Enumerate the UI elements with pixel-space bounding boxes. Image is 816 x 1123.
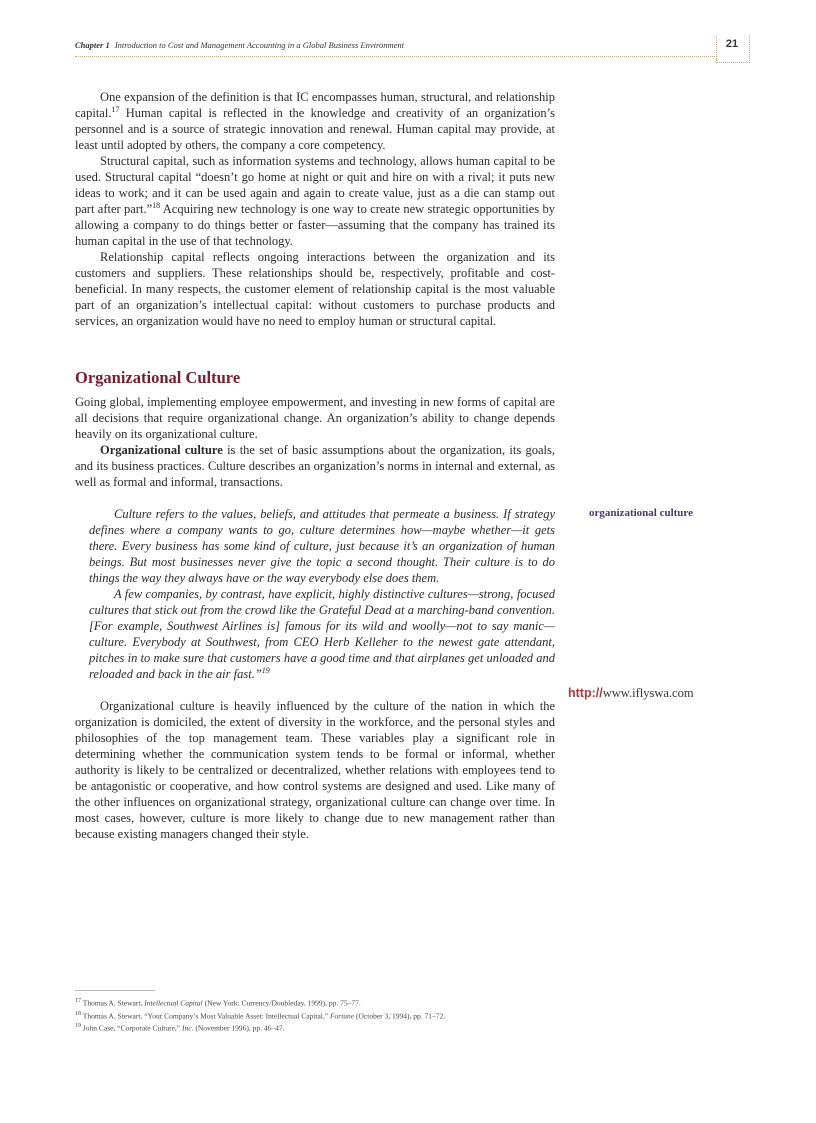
section-intro: Going global, implementing employee empowerment, and investing in new forms of capital are all decisions that require organizational change. An organization’s ability to change depends heavily on its organizational culture. bbox=[75, 395, 555, 441]
page-number: 21 bbox=[725, 38, 739, 50]
url-protocol: http:// bbox=[568, 686, 603, 700]
closing-paragraph: Organizational culture is heavily influenced by the culture of the nation in which the organization is domiciled, the extent of diversity in the workforce, and the personal styles and philosophies of the top management team. These variables play a significant role in determining whether the communication system tends to be formal or informal, whether authority is likely to be centralized or decentralized, whether relations with employees tend to be antagonistic or cooperative, and how control systems are designed and used. Like many of the other influences on organizational strategy, organizational culture can change over time. In most cases, however, culture is more likely to change due to new management rather than because existing managers changed their style. bbox=[75, 699, 555, 841]
footnote: $^{18}$ Thomas A. Stewart, “Your Company’s Most Valuable Asset: Intellectual Capital,” Fortune (October 3, 1994), pp. 71–72. bbox=[75, 1010, 446, 1020]
quote-paragraph: Culture refers to the values, beliefs, and attitudes that permeate a business. If strategy defines where a company wants to go, culture determines how—maybe whether—it gets there. Every business has some kind of culture, just because it’s an organization of human beings. But most businesses never give the topic a second thought. Their culture is to do things the way they always have or the way everybody else does them. bbox=[89, 507, 555, 585]
footnotes bbox=[75, 996, 675, 1034]
paragraph: Relationship capital reflects ongoing interactions between the organization and its customers and suppliers. These relationships should be, respectively, profitable and cost-beneficial. In many respects, the customer element of relationship capital is the most valuable part of an organization’s intellectual capital: without customers to purchase products and services, an organization would have no need to employ human or structural capital. bbox=[75, 250, 555, 328]
url-text: www.iflyswa.com bbox=[602, 686, 694, 700]
chapter-title: Introduction to Cost and Management Accounting in a Global Business Environment bbox=[114, 40, 404, 50]
key-term: Organizational culture bbox=[100, 443, 223, 457]
margin-web-link[interactable] bbox=[568, 686, 694, 701]
paragraph: One expansion of the definition is that IC encompasses human, structural, and relationship capital.$^{17}$ Human capital is reflected in the knowledge and creativity of an organization’s personnel and is a source of strategic innovation and renewal. Human capital may provide, at least until adopted by others, the company a core competency. bbox=[75, 90, 555, 152]
definition-paragraph: Organizational culture is the set of basic assumptions about the organization, its goals, and its business practices. Culture describes an organization’s norms in internal and external, as well as formal and informal, transactions. bbox=[75, 443, 555, 489]
footnote-rule bbox=[75, 990, 155, 991]
footnote: $^{17}$ Thomas A. Stewart, Intellectual Capital (New York: Currency/Doubleday, 1999), pp. 75–77. bbox=[75, 998, 361, 1008]
block-quote bbox=[89, 506, 555, 682]
margin-glossary-term: organizational culture bbox=[589, 507, 693, 519]
header-rule bbox=[75, 56, 715, 57]
footnote-ref: 17 bbox=[111, 104, 120, 114]
main-text bbox=[75, 89, 555, 842]
chapter-label: Chapter 1 bbox=[75, 40, 110, 50]
paragraph: Structural capital, such as information systems and technology, allows human capital to be used. Structural capital “doesn’t go home at night or quit and hire on with a rival; it puts new ideas to work; and it can be used again and again to create value, just as a die can stamp out part after part.”$^{18}$ Acquiring new technology is one way to create new strategic opportunities by allowing a company to do things better or faster—assuming that the company has trained its human capital in the use of that technology. bbox=[75, 154, 555, 248]
footnote-ref: 19 bbox=[261, 665, 270, 675]
running-header bbox=[75, 40, 715, 50]
footnote: $^{19}$ John Case, “Corporate Culture,” Inc. (November 1996), pp. 46–47. bbox=[75, 1023, 285, 1033]
quote-paragraph: A few companies, by contrast, have explicit, highly distinctive cultures—strong, focused cultures that stick out from the crowd like the Grateful Dead at a marching-band convention. [For example, Southwest Airlines is] famous for its wild and woolly—not to say manic—culture. Everybody at Southwest, from CEO Herb Kelleher to the newest gate attendant, pitches in to make sure that customers have a good time and that airplanes get unloaded and reloaded and back in the air fast.”$^{19}$ bbox=[89, 587, 555, 681]
footnote-ref: 18 bbox=[152, 200, 161, 210]
section-heading: Organizational Culture bbox=[75, 368, 241, 387]
